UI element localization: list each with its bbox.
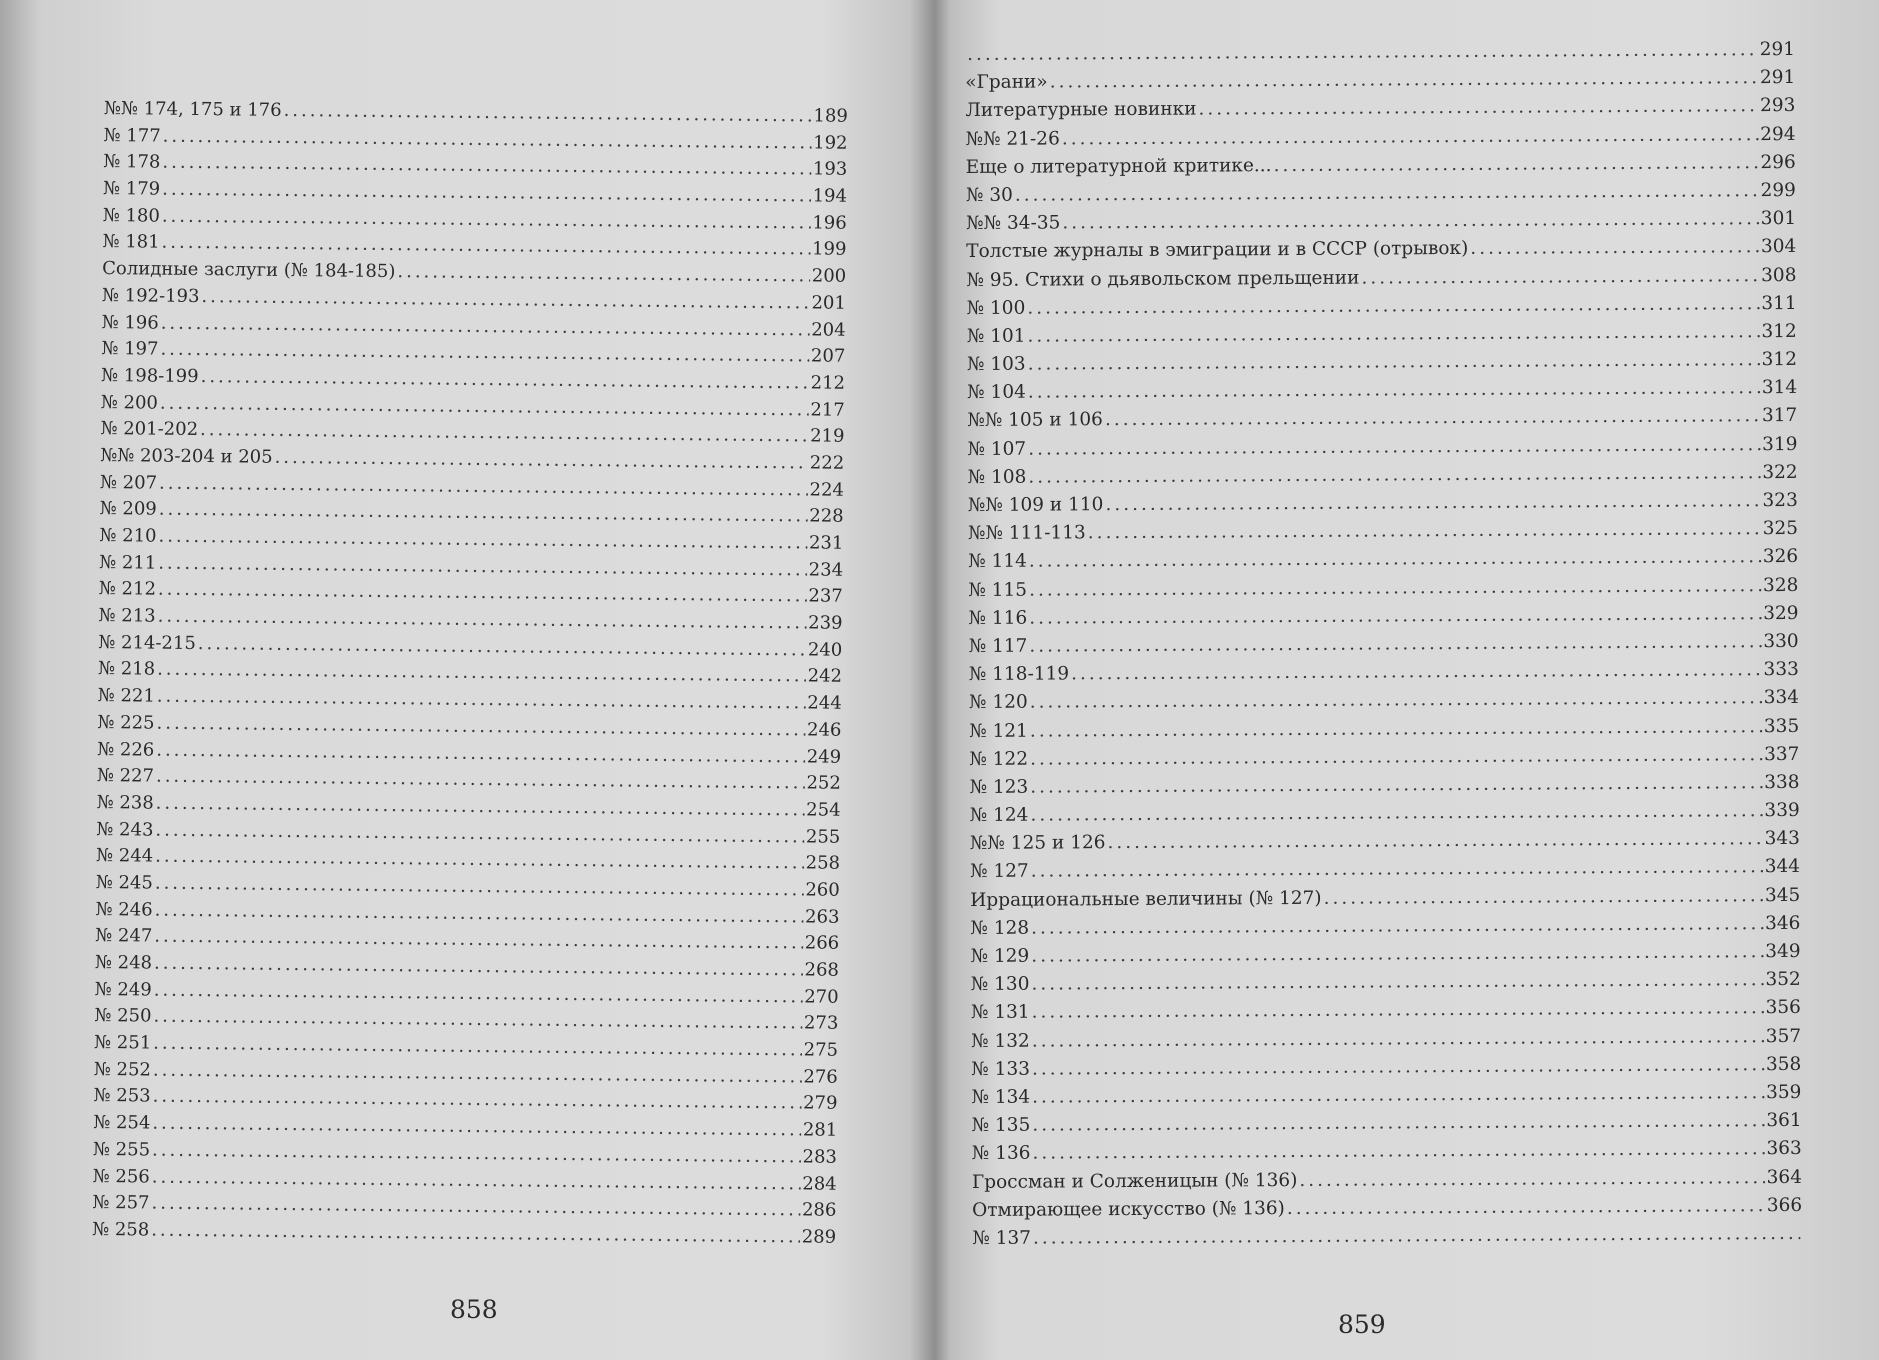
entry-title: № 118-119 xyxy=(968,663,1070,686)
dot-leader xyxy=(1361,265,1759,288)
entry-title: № 132 xyxy=(971,1030,1030,1052)
entry-title: № 243 xyxy=(96,818,154,841)
entry-page: 345 xyxy=(1764,884,1801,906)
entry-title: № 178 xyxy=(103,151,161,173)
dot-leader xyxy=(1031,969,1763,994)
entry-title: №№ 125 и 126 xyxy=(969,832,1106,855)
entry-title: № 248 xyxy=(94,951,153,974)
entry-title: № 250 xyxy=(94,1005,152,1027)
entry-title: № 196 xyxy=(101,311,159,334)
entry-page: 239 xyxy=(808,612,843,634)
entry-title: № 121 xyxy=(969,720,1028,742)
entry-page: 328 xyxy=(1762,574,1799,596)
entry-page: 224 xyxy=(809,479,845,501)
dot-leader xyxy=(1033,1223,1800,1249)
entry-page: 291 xyxy=(1759,67,1796,89)
entry-page: 249 xyxy=(806,745,842,768)
entry-page: 358 xyxy=(1765,1053,1802,1075)
entry-title: № 137 xyxy=(972,1227,1032,1249)
dot-leader xyxy=(1062,208,1759,233)
entry-title: № 257 xyxy=(92,1192,150,1214)
entry-page: 194 xyxy=(812,185,848,207)
entry-title: № 200 xyxy=(100,391,159,414)
entry-page: 193 xyxy=(812,158,848,181)
entry-page: 263 xyxy=(804,906,840,928)
entry-title: № 134 xyxy=(971,1086,1031,1108)
entry-title: № 245 xyxy=(95,871,154,894)
entry-page: 252 xyxy=(806,772,841,794)
entry-page: 308 xyxy=(1761,264,1797,286)
entry-title: № 130 xyxy=(970,973,1030,996)
entry-title: № 214-215 xyxy=(98,631,196,654)
entry-page: 246 xyxy=(806,719,842,741)
dot-leader xyxy=(1015,180,1759,206)
dot-leader xyxy=(1105,406,1760,431)
entry-title: № 255 xyxy=(92,1138,151,1161)
entry-title: №№ 109 и 110 xyxy=(967,494,1104,516)
entry-page: 283 xyxy=(802,1146,838,1168)
entry-title: №№ 105 и 106 xyxy=(967,409,1103,432)
dot-leader xyxy=(397,261,810,286)
entry-page: 330 xyxy=(1763,630,1799,653)
entry-page: 294 xyxy=(1760,123,1796,145)
entry-page: 325 xyxy=(1762,518,1799,540)
entry-title: № 251 xyxy=(93,1032,152,1054)
dot-leader xyxy=(1032,998,1764,1023)
entry-title: № 128 xyxy=(970,917,1030,939)
entry-title: Гроссман и Солженицын (№ 136) xyxy=(971,1169,1298,1193)
entry-title: № 207 xyxy=(99,471,158,494)
entry-title: № 117 xyxy=(968,635,1028,657)
entry-title: № 210 xyxy=(99,524,157,547)
entry-title: № 252 xyxy=(93,1058,152,1081)
entry-page: 296 xyxy=(1760,151,1796,173)
entry-title: № 253 xyxy=(93,1085,151,1107)
entry-title: № 115 xyxy=(968,579,1028,601)
dot-leader xyxy=(1030,772,1762,797)
entry-title: № 192-193 xyxy=(101,284,200,307)
dot-leader xyxy=(1030,744,1762,769)
entry-page: 244 xyxy=(807,692,842,714)
entry-page: 363 xyxy=(1766,1138,1802,1160)
entry-title: № 179 xyxy=(102,178,161,200)
entry-title: №№ 174, 175 и 176 xyxy=(103,98,282,121)
dot-leader xyxy=(1027,293,1759,318)
entry-page: 281 xyxy=(802,1119,838,1141)
entry-title: № 213 xyxy=(98,605,156,627)
entry-page: 338 xyxy=(1764,771,1800,794)
left-page xyxy=(0,0,935,1360)
entry-page: 212 xyxy=(810,372,846,394)
dot-leader xyxy=(1028,462,1760,487)
entry-title: № 254 xyxy=(93,1112,151,1134)
entry-title: № 181 xyxy=(102,231,160,254)
dot-leader xyxy=(1030,687,1762,712)
entry-page: 260 xyxy=(805,879,840,901)
entry-page: 199 xyxy=(811,238,847,261)
entry-page: 240 xyxy=(807,639,843,661)
entry-title: № 226 xyxy=(97,738,155,761)
entry-title: Еще о литературной критике... xyxy=(965,154,1272,178)
dot-leader xyxy=(1198,96,1758,120)
entry-page: 366 xyxy=(1766,1194,1803,1216)
entry-page: 286 xyxy=(801,1199,837,1221)
entry-page: 284 xyxy=(802,1172,837,1195)
dot-leader xyxy=(1028,434,1760,459)
entry-page: 201 xyxy=(811,292,847,314)
dot-leader xyxy=(1032,1138,1764,1163)
entry-title: № 227 xyxy=(96,765,155,787)
entry-title: № 209 xyxy=(99,498,157,520)
entry-page: 289 xyxy=(801,1226,837,1248)
entry-page: 279 xyxy=(803,1092,838,1115)
entry-page: 317 xyxy=(1761,405,1798,427)
entry-title: Литературные новинки xyxy=(965,98,1197,122)
entry-page: 299 xyxy=(1760,179,1796,202)
entry-title: № 122 xyxy=(969,748,1029,770)
entry-title: № 107 xyxy=(967,438,1027,460)
left-toc-list xyxy=(92,98,848,1253)
entry-page: 337 xyxy=(1763,743,1800,765)
entry-title: № 124 xyxy=(969,804,1029,827)
entry-title: №№ 111-113 xyxy=(967,522,1086,545)
dot-leader xyxy=(1107,828,1762,853)
dot-leader xyxy=(1032,1054,1764,1079)
dot-leader xyxy=(1031,913,1763,938)
entry-page: 343 xyxy=(1764,828,1800,850)
entry-page: 291 xyxy=(1759,38,1796,61)
entry-page: 352 xyxy=(1765,969,1801,991)
entry-page: 312 xyxy=(1761,348,1798,371)
entry-title: № 104 xyxy=(967,381,1026,404)
page-number: 858 xyxy=(450,1295,498,1324)
entry-title: Толстые журналы в эмиграции и в СССР (отрывок) xyxy=(966,238,1469,263)
entry-title: «Грани» xyxy=(965,71,1048,94)
dot-leader xyxy=(1029,575,1761,600)
entry-page: 326 xyxy=(1762,546,1799,568)
right-toc-list xyxy=(965,39,1802,1256)
entry-title: № 197 xyxy=(101,338,159,360)
entry-page: 293 xyxy=(1760,95,1796,117)
entry-title: № 100 xyxy=(966,297,1026,319)
dot-leader xyxy=(1029,547,1761,572)
entry-page: 357 xyxy=(1765,1025,1802,1047)
entry-title: № 177 xyxy=(103,124,161,147)
dot-leader xyxy=(1032,1026,1764,1051)
entry-page: 344 xyxy=(1764,856,1801,878)
entry-title: Солидные заслуги (№ 184-185) xyxy=(102,258,396,283)
entry-title: № 129 xyxy=(970,945,1030,967)
entry-title: № 103 xyxy=(966,353,1026,376)
entry-title: № 258 xyxy=(92,1218,150,1241)
entry-title: № 136 xyxy=(971,1142,1031,1165)
dot-leader xyxy=(1028,349,1760,374)
dot-leader xyxy=(1028,377,1760,402)
entry-title: № 135 xyxy=(971,1114,1031,1137)
dot-leader xyxy=(1062,124,1759,149)
entry-title: №№ 34-35 xyxy=(966,212,1061,235)
entry-page: 322 xyxy=(1762,461,1798,483)
entry-title: Отмирающее искусство (№ 136) xyxy=(972,1197,1285,1221)
entry-page: 266 xyxy=(804,932,840,955)
entry-page: 258 xyxy=(805,852,841,874)
entry-page: 359 xyxy=(1766,1081,1802,1104)
entry-page: 335 xyxy=(1763,715,1800,737)
entry-page: 231 xyxy=(808,532,844,554)
entry-page: 329 xyxy=(1763,602,1799,624)
toc-entry xyxy=(972,1223,1802,1256)
entry-title: № 221 xyxy=(97,685,155,707)
entry-title: № 246 xyxy=(95,898,153,921)
dot-leader xyxy=(1030,800,1762,825)
dot-leader xyxy=(1071,659,1762,684)
dot-leader xyxy=(1287,1195,1765,1219)
entry-page: 234 xyxy=(808,559,844,581)
dot-leader xyxy=(1299,1167,1764,1191)
entry-title: № 30 xyxy=(965,184,1013,206)
entry-page: 346 xyxy=(1765,912,1801,934)
entry-page: 268 xyxy=(804,959,840,981)
entry-page: 276 xyxy=(803,1066,838,1088)
dot-leader xyxy=(1088,518,1761,543)
dot-leader xyxy=(1273,152,1758,176)
entry-page: 237 xyxy=(808,585,843,608)
entry-page: 311 xyxy=(1761,292,1797,314)
entry-title: № 249 xyxy=(94,978,152,1001)
entry-page: 349 xyxy=(1765,940,1801,963)
entry-page: 242 xyxy=(807,665,843,688)
entry-title: № 238 xyxy=(96,791,154,814)
entry-title: № 120 xyxy=(968,691,1028,714)
entry-title: № 211 xyxy=(99,551,157,574)
entry-page: 275 xyxy=(803,1039,839,1061)
entry-page: 207 xyxy=(810,345,846,367)
entry-page: 217 xyxy=(810,398,845,421)
entry-title: № 127 xyxy=(969,861,1029,883)
entry-title: № 247 xyxy=(95,925,153,947)
entry-page: 333 xyxy=(1763,659,1799,681)
entry-page: 323 xyxy=(1762,489,1798,512)
entry-page: 200 xyxy=(811,265,847,287)
entry-page: 192 xyxy=(813,132,848,154)
entry-title: № 212 xyxy=(98,578,157,600)
entry-title: № 180 xyxy=(102,204,161,227)
entry-title: № 116 xyxy=(968,607,1028,629)
dot-leader xyxy=(275,447,808,474)
entry-title: № 95. Стихи о дьявольском прельщении xyxy=(966,267,1360,291)
dot-leader xyxy=(1032,1082,1764,1107)
entry-title: № 256 xyxy=(92,1165,150,1188)
dot-leader xyxy=(1030,716,1762,741)
entry-page: 254 xyxy=(806,799,841,821)
entry-page: 356 xyxy=(1765,997,1801,1019)
entry-page: 196 xyxy=(812,212,847,234)
entry-title: № 218 xyxy=(97,658,156,681)
dot-leader xyxy=(1105,490,1760,515)
entry-page: 222 xyxy=(809,452,845,474)
dot-leader xyxy=(1032,1110,1764,1135)
dot-leader xyxy=(1029,631,1761,656)
entry-page: 301 xyxy=(1760,208,1797,230)
entry-page: 361 xyxy=(1766,1110,1802,1132)
entry-title: № 123 xyxy=(969,776,1029,798)
entry-title: № 201-202 xyxy=(100,418,199,441)
dot-leader xyxy=(1031,857,1763,882)
entry-page: 204 xyxy=(811,318,846,341)
dot-leader xyxy=(1027,321,1759,346)
entry-title: №№ 21-26 xyxy=(965,127,1060,150)
entry-page: 319 xyxy=(1762,433,1798,455)
dot-leader xyxy=(1470,236,1759,259)
entry-page: 270 xyxy=(804,986,839,1008)
entry-page: 228 xyxy=(809,505,844,528)
entry-title: № 101 xyxy=(966,325,1026,347)
entry-page: 304 xyxy=(1760,236,1797,258)
entry-page: 219 xyxy=(810,425,845,448)
entry-title: № 131 xyxy=(970,1001,1030,1024)
entry-title: № 198-199 xyxy=(100,364,199,387)
entry-title: № 244 xyxy=(95,845,154,867)
dot-leader xyxy=(284,100,812,127)
dot-leader xyxy=(1031,941,1763,966)
entry-title: №№ 203-204 и 205 xyxy=(100,444,273,468)
dot-leader xyxy=(1029,603,1761,628)
entry-page: 314 xyxy=(1761,377,1798,399)
dot-leader xyxy=(1324,885,1763,909)
entry-title: № 225 xyxy=(97,711,155,734)
dot-leader xyxy=(967,39,1758,65)
right-page xyxy=(935,0,1879,1360)
entry-page: 364 xyxy=(1766,1166,1803,1188)
entry-title: Иррациональные величины (№ 127) xyxy=(970,887,1322,911)
page-number: 859 xyxy=(1338,1310,1386,1339)
entry-title: № 114 xyxy=(968,551,1027,573)
entry-page: 339 xyxy=(1764,799,1800,822)
dot-leader xyxy=(1050,67,1758,92)
entry-page: 189 xyxy=(813,105,848,127)
entry-page: 334 xyxy=(1763,687,1800,709)
entry-page: 273 xyxy=(803,1012,839,1035)
entry-title: № 133 xyxy=(971,1058,1031,1080)
entry-title: № 108 xyxy=(967,466,1027,488)
entry-page: 255 xyxy=(805,825,841,848)
entry-page: 312 xyxy=(1761,320,1797,343)
